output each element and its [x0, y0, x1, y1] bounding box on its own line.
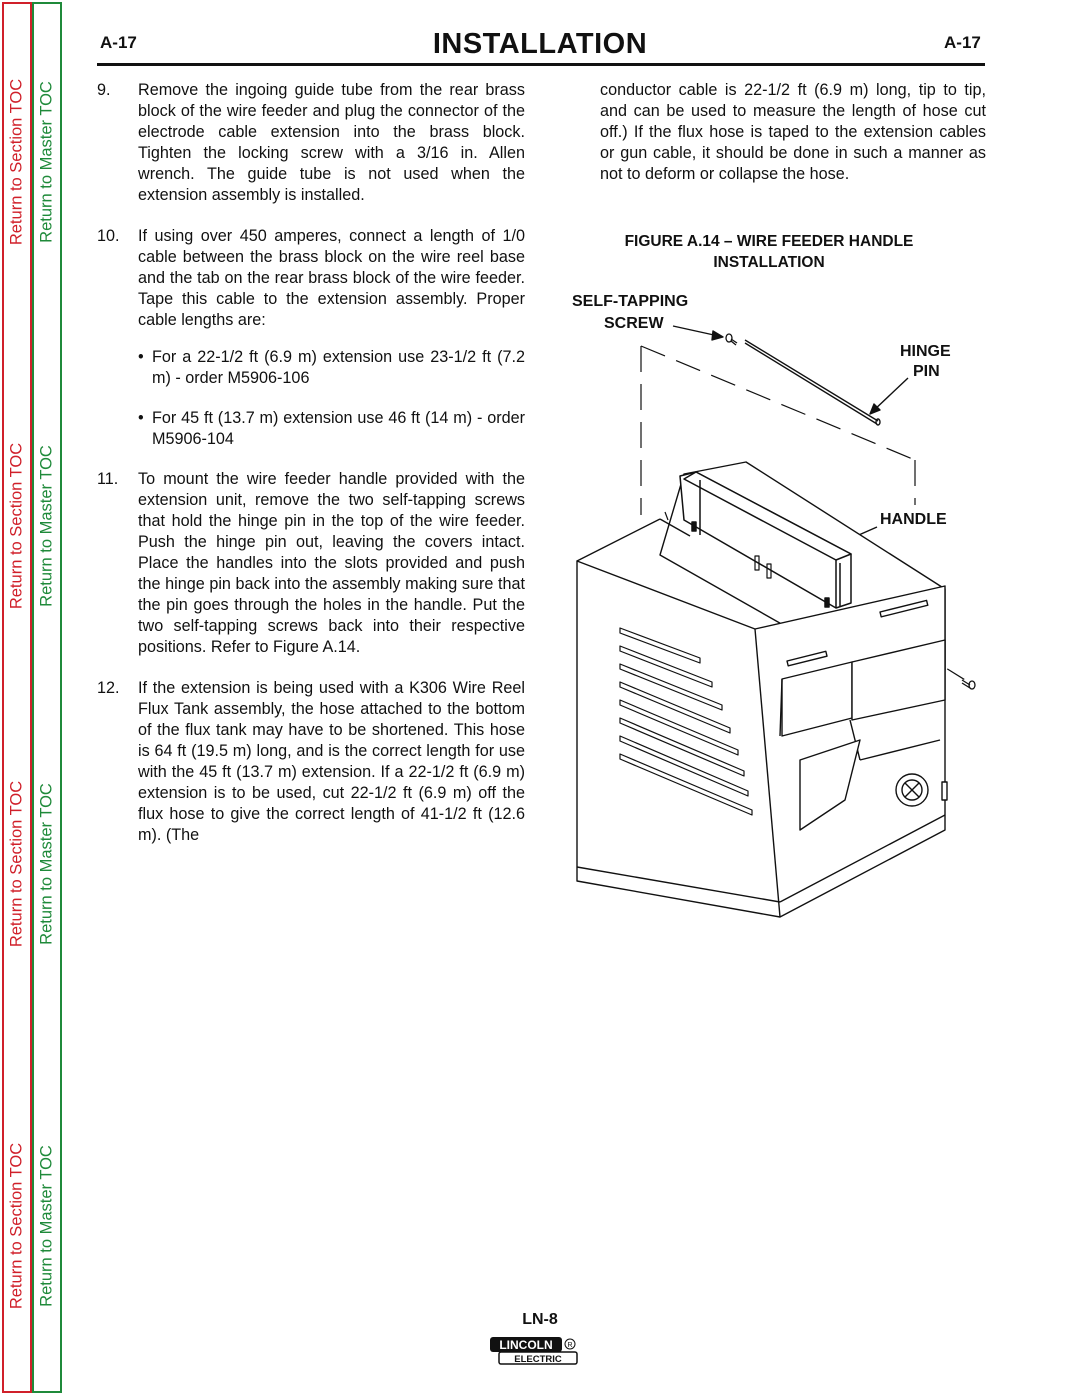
figure-title-line: FIGURE A.14 – WIRE FEEDER HANDLE [624, 233, 914, 250]
return-master-toc-link[interactable]: Return to Master TOC [37, 445, 56, 607]
return-section-toc-link[interactable]: Return to Section TOC [7, 442, 26, 610]
label-self-tapping: SELF-TAPPING [572, 293, 689, 310]
bullet-text: For 45 ft (13.7 m) extension use 46 ft (14 m) - order M5906-104 [152, 409, 525, 448]
svg-text:R: R [567, 1342, 573, 1349]
step-text: To mount the wire feeder handle provided with the extension unit, remove the two self-tapping screws that hold the hinge pin in the top of the wire feeder. Push the hinge pin out, leaving the covers intact. Place the handles into the slots provided and push the hinge pin back into the assembly making sure that the pin goes through the holes in the handle. Put the two self-tapping screws back into their respective positions. Refer to Figure A.14. [138, 470, 525, 656]
self-tapping-screw-side [962, 680, 975, 689]
master-toc-bar [32, 2, 62, 1393]
bullet-dot: • [138, 409, 144, 427]
header-rule [97, 63, 985, 66]
left-column [97, 80, 525, 866]
self-tapping-screw-top [726, 334, 737, 345]
label-hinge: HINGE [900, 343, 951, 360]
return-master-toc-link[interactable]: Return to Master TOC [37, 1145, 56, 1307]
step-11 [97, 469, 525, 658]
label-screw: SCREW [604, 315, 664, 332]
bullet-text: For a 22-1/2 ft (6.9 m) extension use 23-1/2 ft (7.2 m) - order M5906-106 [152, 348, 525, 387]
page-number-left: A-17 [100, 33, 137, 52]
footer-code: LN-8 [522, 1311, 558, 1328]
lincoln-electric-logo [489, 1336, 581, 1366]
svg-text:LINCOLN: LINCOLN [499, 1338, 553, 1352]
section-toc-bar [2, 2, 32, 1393]
return-section-toc-link[interactable]: Return to Section TOC [7, 780, 26, 948]
label-handle: HANDLE [880, 511, 947, 528]
step-text: If using over 450 amperes, connect a length of 1/0 cable between the brass block on the wire reel base and the tab on the rear brass block of the wire feeder. Tape this cable to the extension assembly. Proper cable lengths are: [138, 227, 525, 329]
step-10 [97, 226, 525, 331]
step-9 [97, 80, 525, 206]
page-title: INSTALLATION [432, 28, 648, 60]
label-pin: PIN [913, 363, 940, 380]
figure-title [600, 231, 938, 273]
right-column [600, 80, 986, 185]
page-number-right: A-17 [944, 33, 981, 52]
return-master-toc-link[interactable]: Return to Master TOC [37, 783, 56, 945]
return-section-toc-link[interactable]: Return to Section TOC [7, 78, 26, 246]
step-text: Remove the ingoing guide tube from the rear brass block of the wire feeder and plug the connector of the electrode cable extension into the brass block. Tighten the locking screw with a 3/16 in. Allen wrench. The guide tube is not used when the extension assembly is installed. [138, 81, 525, 204]
bullet-item [138, 408, 525, 450]
step-number: 10. [97, 227, 120, 245]
return-section-toc-link[interactable]: Return to Section TOC [7, 1142, 26, 1310]
svg-text:ELECTRIC: ELECTRIC [514, 1354, 562, 1365]
step-number: 11. [97, 470, 119, 488]
bullet-dot: • [138, 348, 144, 366]
step-number: 9. [97, 81, 111, 99]
continuation-paragraph: conductor cable is 22-1/2 ft (6.9 m) long, tip to tip, and can be used to measure the length of hose cut off.) If the flux hose is taped to the extension cables or gun cable, it should be done in such a manner as not to deform or collapse the hose. [600, 81, 986, 183]
figure-title-line: INSTALLATION [713, 254, 825, 271]
step-number: 12. [97, 679, 120, 697]
step-12 [97, 678, 525, 846]
wire-feeder-handle-figure [565, 310, 985, 920]
step-text: If the extension is being used with a K306 Wire Reel Flux Tank assembly, the hose attached to the bottom of the flux tank may have to be shortened. This hose is 64 ft (19.5 m) long, and is the correct length for use with the 45 ft (13.7 m) extension. If a 22-1/2 ft (6.9 m) extension is to be used, cut 22-1/2 ft (6.9 m) off the flux hose to give the correct length of 41-1/2 ft (12.6 m). (The [138, 679, 525, 844]
return-master-toc-link[interactable]: Return to Master TOC [37, 81, 56, 243]
bullet-item [138, 347, 525, 389]
hinge-pin [745, 340, 880, 425]
